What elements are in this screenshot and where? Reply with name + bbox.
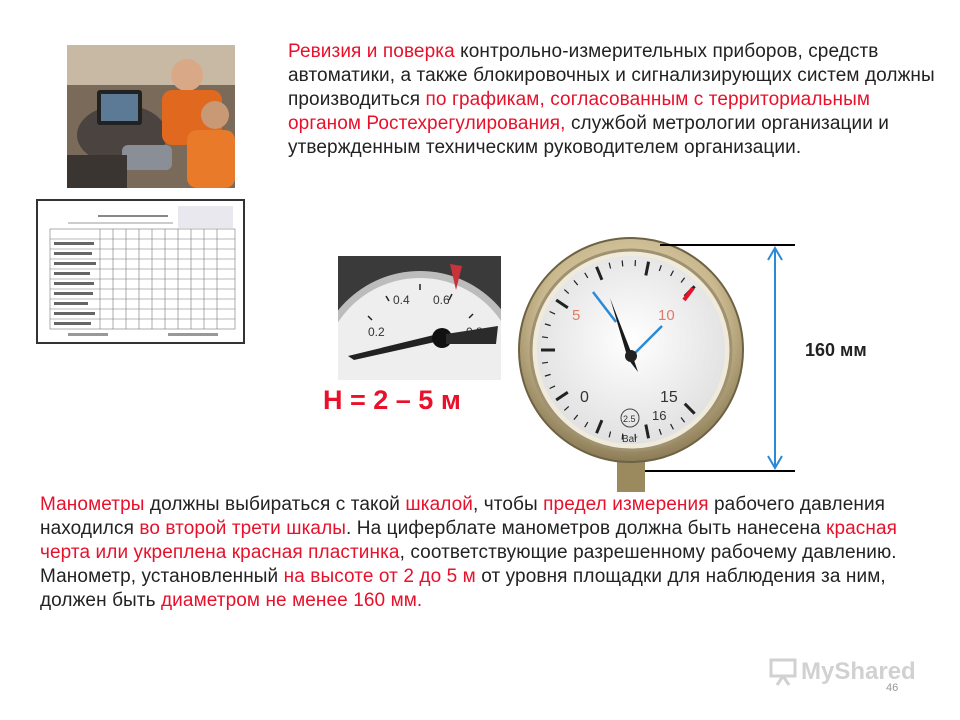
needle-hub [625,350,637,362]
gauge-unit-label: Bar [622,434,638,445]
text-run: контрольно-измерительных приборов, средств автоматики, а также блокировочных и сигнализирующих систем должны производиться [288,41,935,110]
text-run: шкалой [405,494,474,515]
schedule-document-image [36,199,245,344]
zoom-scale-label: 0.2 [368,325,385,339]
gauge-closeup-image [338,256,501,380]
gauge-tick [622,260,623,266]
gauge-scale-label: 10 [658,307,675,324]
text-run: службой метрологии организации и утвержденным техническим руководителем организации. [288,113,890,158]
bottom-paragraph [40,493,920,613]
pressure-gauge-illustration [510,232,800,492]
gauge-scale-label: 16 [652,408,667,423]
accuracy-class-mark: 2.5 [623,414,636,424]
text-run: от уровня площадки для наблюдения за ним, должен быть [40,566,886,611]
diameter-label: 160 мм [805,340,867,360]
page-number: 46 [886,682,899,694]
zoom-scale-label: 0.6 [433,293,450,307]
text-run: Манометры [40,494,145,515]
watermark-text: MyShared [801,658,916,685]
text-run: , соответствующие разрешенному рабочему давлению. Манометр, установленный [40,542,897,587]
text-run: на высоте от 2 до 5 м [283,566,476,587]
text-run: должны выбираться с такой [144,494,406,515]
technicians-photo [67,45,235,188]
text-run: красная черта или укреплена красная пластинка [40,518,898,563]
projector-icon [768,656,798,686]
text-run: , чтобы [473,494,544,515]
text-run: рабочего давления находился [40,494,886,539]
gauge-scale-label: 0 [580,389,589,406]
zoom-scale-label: 0.4 [393,293,410,307]
gauge-scale-label: 15 [660,389,678,406]
gauge-scale-label: 5 [572,307,581,324]
text-run: предел измерения [543,494,709,515]
text-run: . На циферблате манометров должна быть нанесена [346,518,827,539]
text-run: по графикам, согласованным с территориальным органом Ростехрегулирования, [288,89,871,134]
text-run: Ревизия и поверка [288,41,455,62]
text-run: диаметром не менее 160 мм. [161,590,423,611]
top-paragraph [288,40,948,160]
text-run: во второй трети шкалы [139,518,347,539]
height-formula: Н = 2 – 5 м [323,385,461,415]
